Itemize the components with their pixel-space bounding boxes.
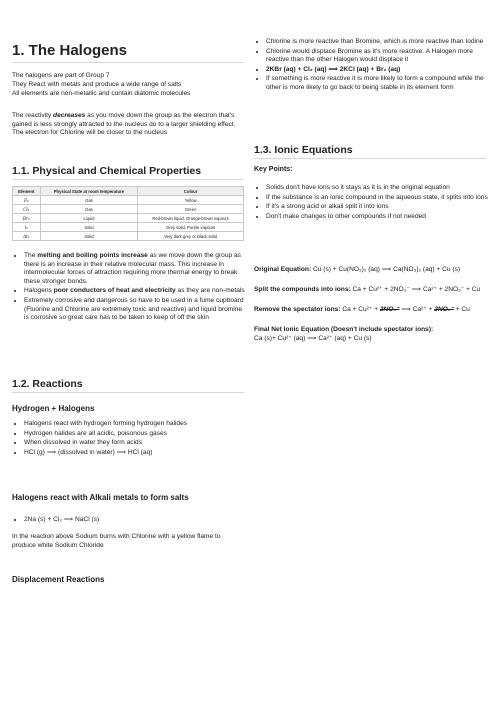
intro-line-2: They React with metals and produce a wide range of salts (12, 81, 182, 88)
struck-ion: 2NO₃⁻ (379, 306, 400, 313)
intro-line-1: The halogens are part of Group 7 (12, 72, 110, 79)
struck-ion: 2NO₃⁻ (434, 306, 454, 313)
key-points-heading: Key Points: (254, 166, 293, 173)
table-row (13, 223, 244, 232)
table-header-cell: Colour (138, 187, 244, 196)
equation-text: + Cu (453, 306, 470, 313)
text-run-bold: poor conductors of heat and electricity (53, 287, 176, 295)
table-row (13, 196, 244, 205)
section-divider-reactions (12, 392, 244, 393)
text-run-bold: melting and boiling points increase (37, 252, 148, 259)
section-heading-ionic: 1.3. Ionic Equations (254, 144, 353, 156)
table-cell: I₂ (13, 223, 41, 232)
final-equation-label: Final Net Ionic Equation (Doesn't include spectator ions): (254, 326, 434, 333)
hydrogen-heading: Hydrogen + Halogens (12, 404, 95, 413)
table-cell: Liquid (40, 214, 138, 223)
title-divider (12, 62, 244, 63)
table-header-cell: Physical State at room temperature (40, 187, 138, 196)
hydrogen-list (12, 420, 246, 458)
list-item: • 2KBr (aq) + Cl₂ (aq) ⟹ 2KCl (aq) + Br₂ (aq) (266, 66, 488, 75)
table-cell: Gas (40, 196, 138, 205)
reactivity-pre: The reactivity (12, 112, 54, 119)
equation-text: Cu (s) + Cu(NO₃)₂ (aq) ⟹ Ca(NO₃)₂ (aq) + Cu (s) (311, 266, 461, 273)
list-item: • Halogens react with hydrogen forming hydrogen halides (24, 420, 246, 429)
list-item: • 2Na (s) + Cl₂ ⟹ NaCl (s) (24, 516, 246, 525)
text-run: The (24, 252, 38, 259)
list-item: • Chlorine would displace Bromine as it's more reactive. A Halogen more reactive than the other Halogen would displace it (266, 48, 488, 65)
table-row (13, 205, 244, 214)
list-item: • Don't make changes to other compounds if not needed (266, 213, 488, 222)
table-header-row (13, 187, 244, 196)
table-cell: Red-brown liquid, Orange-brown vapours (138, 214, 244, 223)
list-item: • When dissolved in water they form acids (24, 439, 246, 448)
reactivity-post: as you move down the group as the electron that's gained is less strongly attracted to the nucleus do to a larger shielding effect. The electron for Chlorine will be closer to the nucleus (12, 112, 236, 137)
table-cell: Solid (40, 223, 138, 232)
properties-list (12, 252, 246, 324)
table-cell: F₂ (13, 196, 41, 205)
alkali-paragraph: In the reaction above Sodium burns with Chlorine with a yellow flame to produce white Sodium Chloride (12, 533, 221, 549)
table-cell: Very dark grey or Black solid (138, 232, 244, 241)
text-run: Halogens (24, 287, 54, 295)
table-cell: At₂ (13, 232, 41, 241)
table-cell: Solid (40, 232, 138, 241)
split-equation (254, 286, 486, 295)
list-item: • Extremely corrosive and dangerous so have to be used in a fume cupboard (Fluorine and Chlorine are extremely toxic and reactive) and liquid bromine is corrosive so great care has to be taken to keep of off the skin (24, 297, 246, 323)
section-divider-properties (12, 179, 244, 180)
table-row (13, 214, 244, 223)
final-equation-text: Ca (s)+ Cu²⁺ (aq) ⟹ Ca²⁺ (aq) + Cu (s) (254, 335, 372, 342)
table-cell: Gas (40, 205, 138, 214)
list-item: • Solids don't have ions so it stays as it is in the original equation (266, 184, 488, 193)
list-item: • If something is more reactive it is more likely to form a compound while the other is more likely to go back to being stable in its element form (266, 75, 488, 92)
equation-text: ⟹ Ca²⁺ + (399, 306, 435, 313)
list-item: • If it's a strong acid or alkali split it into ions (266, 203, 488, 212)
reactivity-paragraph (12, 112, 244, 138)
key-points-list (254, 184, 488, 222)
list-item (24, 252, 246, 286)
table-cell: Grey solid, Purple vapours (138, 223, 244, 232)
intro-line-3: All elements are non-metallic and contain diatomic molecules (12, 90, 191, 97)
list-item: • If the substance is an ionic compound in the aqueous state, it splits into ions (266, 194, 488, 203)
equation-text: Ca + Cu²⁺ + (340, 306, 380, 313)
section-heading-reactions: 1.2. Reactions (12, 378, 83, 390)
section-divider-ionic (254, 158, 486, 159)
alkali-heading: Halogens react with Alkali metals to form salts (12, 493, 189, 502)
reactivity-bold: decreases (53, 112, 86, 119)
displacement-list (254, 38, 488, 94)
list-item: • Chlorine is more reactive than Bromine, which is more reactive than Iodine (266, 38, 488, 47)
list-item: • HCl (g) ⟹ (dissolved in water) ⟹ HCl (aq) (24, 449, 246, 458)
section-heading-properties: 1.1. Physical and Chemical Properties (12, 165, 202, 177)
table-cell: Br₂ (13, 214, 41, 223)
table-cell: Yellow (138, 196, 244, 205)
original-equation (254, 266, 486, 275)
equation-label: Remove the spectator ions: (254, 306, 341, 313)
table-header-cell: Element (13, 187, 41, 196)
properties-table (12, 186, 244, 241)
list-item (24, 287, 246, 296)
spectator-equation (254, 306, 486, 315)
text-run: as we move down the group as there is an increase in their relative molecular mass. This increase in intermolecular forces of attraction requiring more thermal energy to break these stronger bonds. (24, 252, 241, 285)
table-row (13, 232, 244, 241)
table-cell: Cl₂ (13, 205, 41, 214)
text-run: as they are non-metals (175, 287, 245, 295)
page-title: 1. The Halogens (12, 42, 128, 59)
equation-text: Ca + Cu²⁺ + 2NO₃⁻ ⟹ Ca²⁺ + 2NO₃⁻ + Cu (350, 286, 481, 293)
equation-label: Original Equation: (254, 266, 312, 273)
alkali-list (12, 516, 246, 526)
list-item: • Hydrogen halides are all acidic, poisonous gases (24, 430, 246, 439)
equation-label: Split the compounds into ions: (254, 286, 351, 293)
table-cell: Green (138, 205, 244, 214)
displacement-heading: Displacement Reactions (12, 575, 105, 584)
